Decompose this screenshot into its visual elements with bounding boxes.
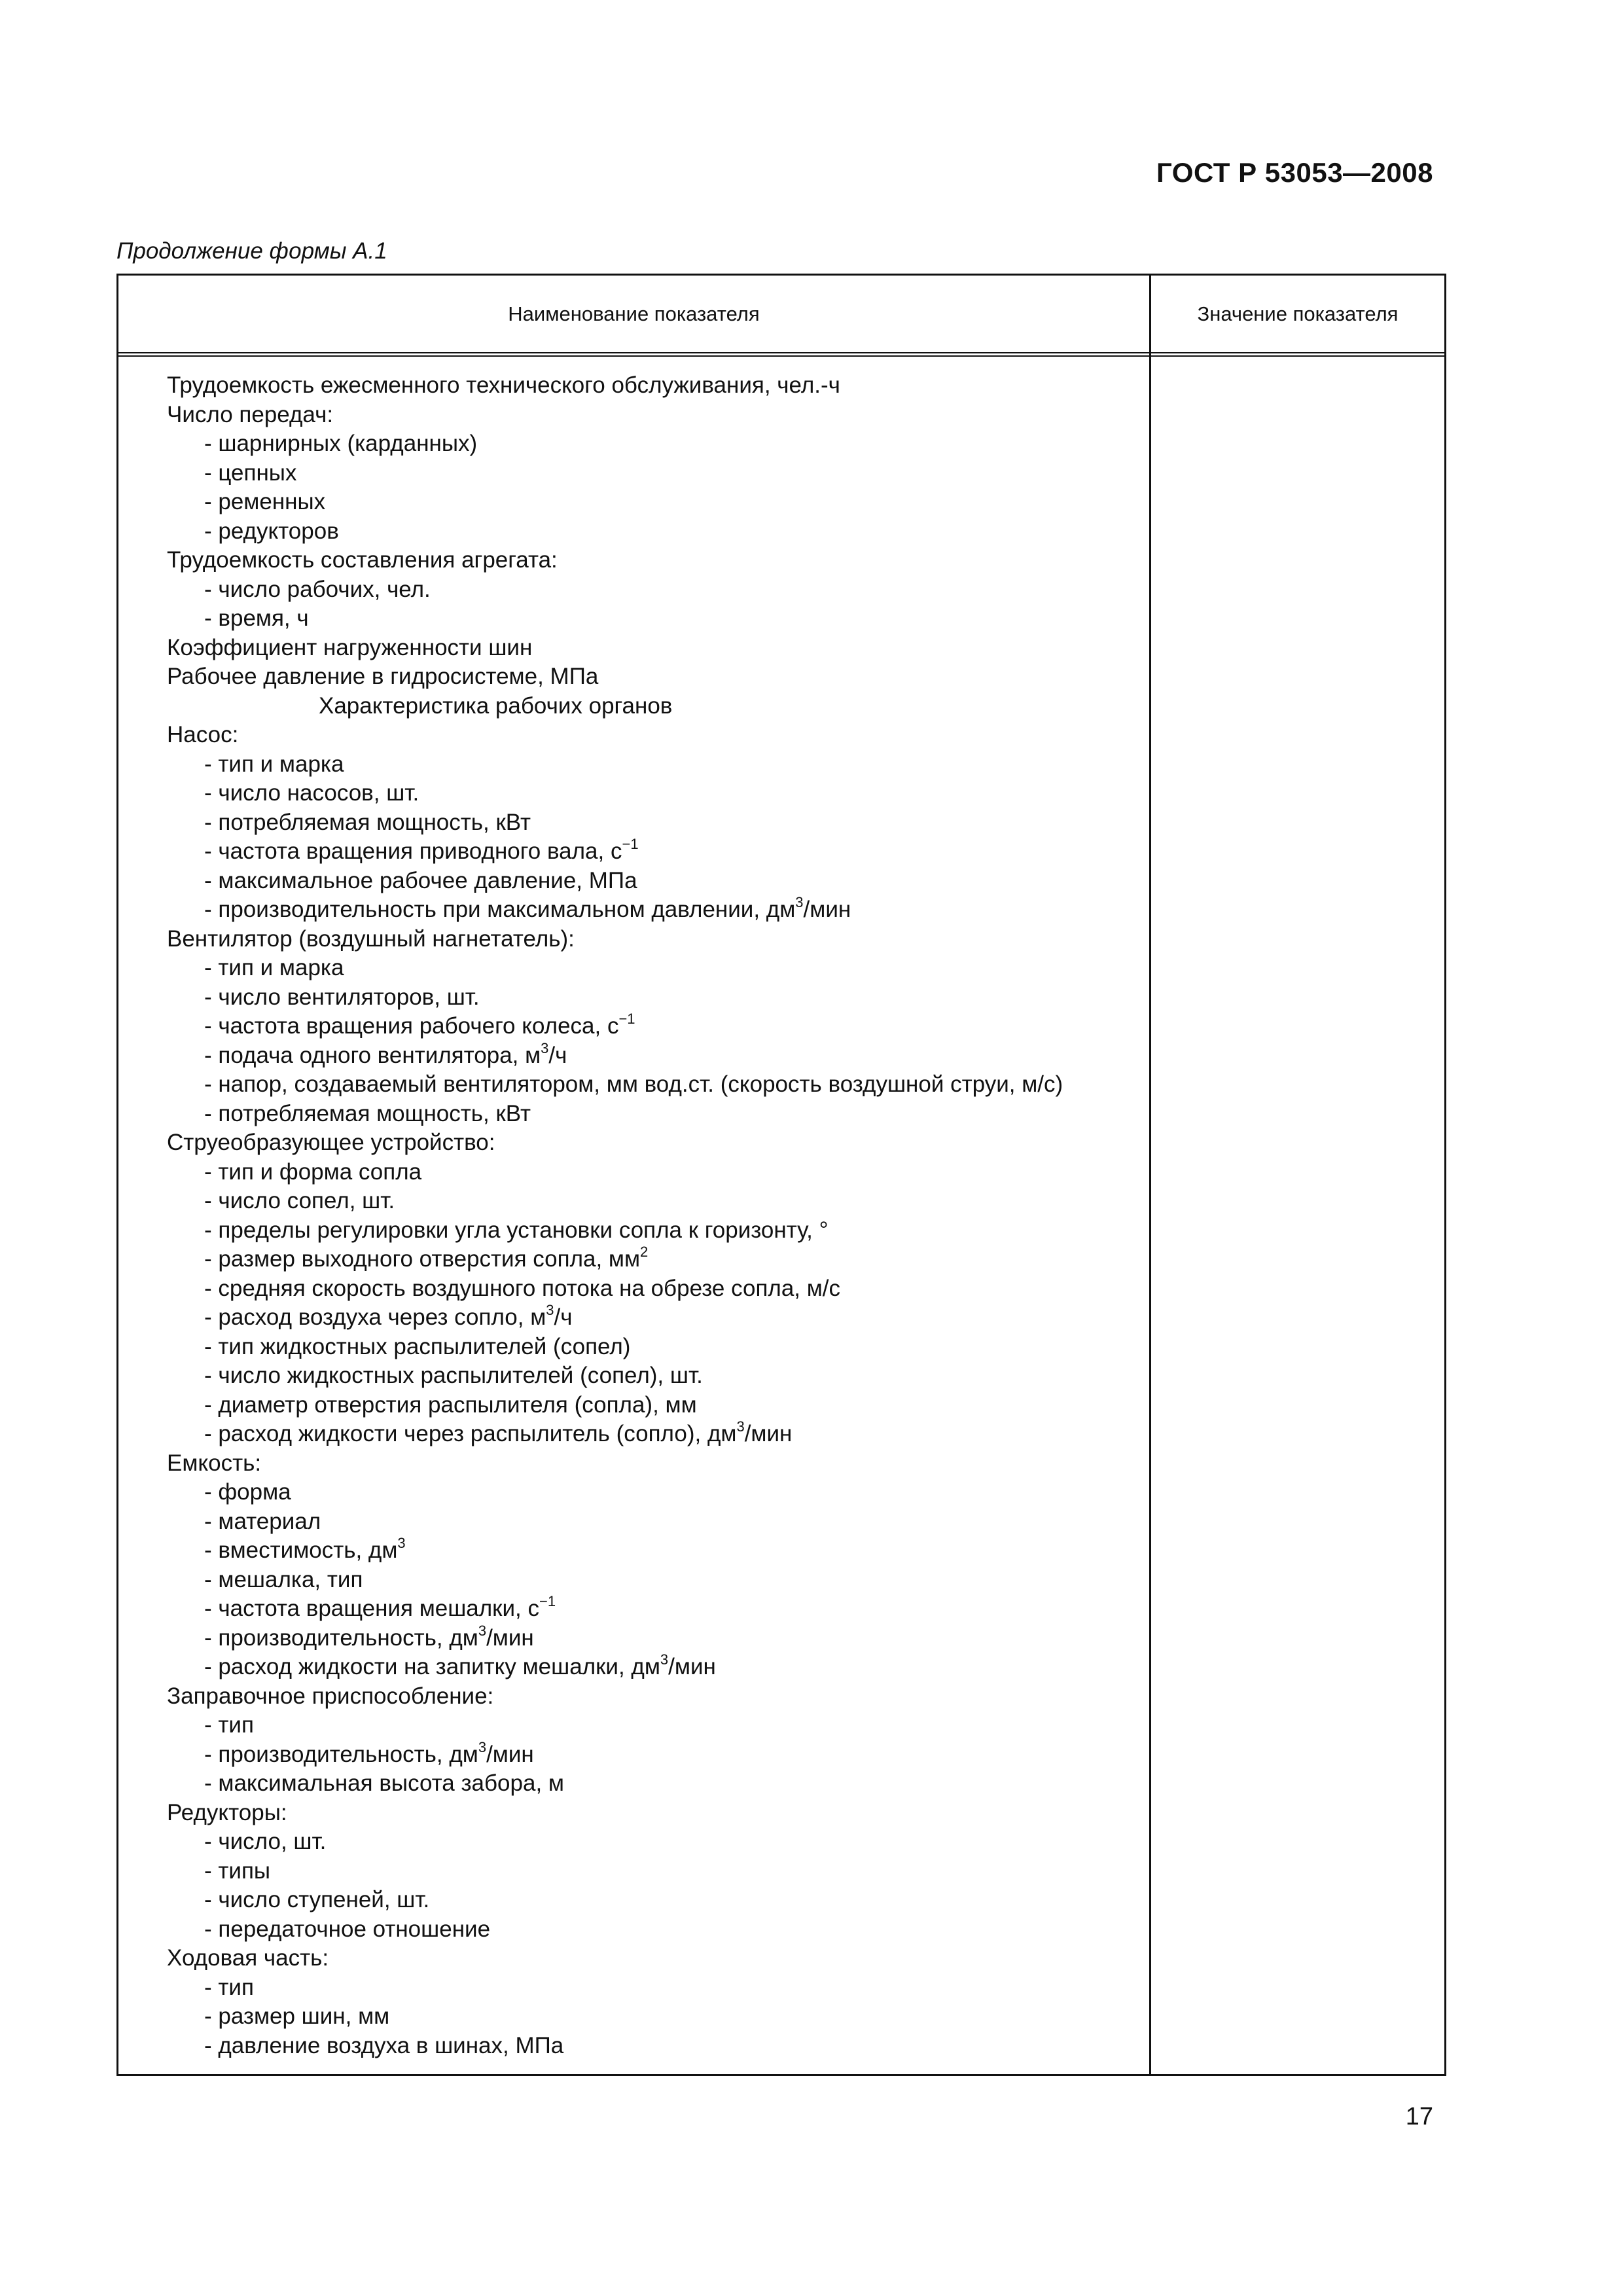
indicator-subitem: [118, 1420, 1149, 1449]
indicator-text: - средняя скорость воздушного потока на обрезе сопла, м/с: [204, 1275, 841, 1301]
indicator-subitem: [118, 895, 1149, 925]
indicator-subitem: [118, 429, 1149, 459]
indicator-text: Рабочее давление в гидросистеме, МПа: [167, 664, 599, 689]
indicator-list: [118, 371, 1149, 2060]
indicator-item: [118, 1449, 1149, 1479]
indicator-subitem: [118, 837, 1149, 867]
unit-suffix: /мин: [668, 1654, 716, 1679]
indicator-subitem: [118, 459, 1149, 488]
indicator-subitem: [118, 750, 1149, 780]
indicator-text: - время, ч: [204, 605, 309, 631]
unit-exponent: 3: [397, 1535, 406, 1552]
indicator-subitem: [118, 1915, 1149, 1945]
indicator-subitem: [118, 1361, 1149, 1391]
indicator-text: - число рабочих, чел.: [204, 576, 431, 602]
indicator-text: - ременных: [204, 489, 326, 514]
indicator-subitem: [118, 1391, 1149, 1420]
indicator-subitem: [118, 1187, 1149, 1216]
indicator-text: - максимальная высота забора, м: [204, 1770, 564, 1796]
unit-exponent: −1: [622, 836, 639, 853]
indicator-text: - передаточное отношение: [204, 1916, 491, 1942]
unit-exponent: 3: [795, 894, 804, 911]
indicator-subitem: [118, 779, 1149, 808]
indicator-text: - подача одного вентилятора, м: [204, 1042, 541, 1068]
indicator-text: - напор, создаваемый вентилятором, мм вод.ст. (скорость воздушной струи, м/с): [204, 1071, 1063, 1097]
indicator-text: - потребляемая мощность, кВт: [204, 1100, 531, 1126]
indicator-text: - шарнирных (карданных): [204, 431, 478, 456]
indicator-text: - расход жидкости на запитку мешалки, дм: [204, 1654, 660, 1679]
indicator-text: - размер выходного отверстия сопла, мм: [204, 1246, 641, 1272]
indicator-subitem: [118, 1100, 1149, 1129]
indicator-subitem: [118, 1158, 1149, 1187]
indicator-subitem: [118, 1041, 1149, 1071]
indicator-text: - тип и марка: [204, 955, 344, 980]
indicator-text: - производительность, дм: [204, 1741, 478, 1767]
indicator-text: Вентилятор (воздушный нагнетатель):: [167, 925, 575, 952]
indicator-text: - редукторов: [204, 518, 339, 544]
indicator-text: Трудоемкость составления агрегата:: [167, 547, 558, 573]
indicator-text: - частота вращения мешалки, с: [204, 1596, 539, 1621]
indicator-text: Трудоемкость ежесменного технического обслуживания, чел.-ч: [167, 372, 840, 398]
indicator-subitem: [118, 1711, 1149, 1740]
indicator-text: - размер шин, мм: [204, 2003, 390, 2029]
indicator-text: - тип: [204, 1712, 254, 1738]
indicator-subitem: [118, 575, 1149, 605]
indicator-text: - вместимость, дм: [204, 1537, 398, 1563]
unit-suffix: /мин: [744, 1421, 793, 1446]
indicator-text: - типы: [204, 1857, 271, 1884]
indicator-text: - производительность при максимальном давлении, дм: [204, 897, 796, 922]
indicator-text: - материал: [204, 1508, 321, 1534]
indicator-subitem: [118, 1303, 1149, 1333]
indicator-subitem: [118, 1012, 1149, 1041]
indicator-text: - число жидкостных распылителей (сопел), шт.: [204, 1363, 703, 1388]
indicator-text: - тип и марка: [204, 751, 344, 777]
unit-exponent: −1: [618, 1011, 635, 1028]
indicator-subitem: [118, 1070, 1149, 1100]
unit-suffix: /ч: [554, 1304, 573, 1330]
unit-suffix: /мин: [486, 1741, 534, 1767]
column-header-name: Наименование показателя: [508, 302, 760, 325]
column-header-value: Значение показателя: [1197, 302, 1399, 325]
indicator-subitem: [118, 1973, 1149, 2003]
indicator-text: - частота вращения рабочего колеса, с: [204, 1013, 619, 1039]
indicator-subitem: [118, 2002, 1149, 2032]
indicator-subitem: [118, 1274, 1149, 1304]
indicator-subitem: [118, 1478, 1149, 1507]
indicator-text: - число насосов, шт.: [204, 780, 419, 806]
indicator-item: [118, 401, 1149, 430]
unit-suffix: /мин: [486, 1624, 534, 1651]
indicator-item: [118, 1799, 1149, 1828]
table-header: [118, 276, 1444, 357]
indicator-subitem: [118, 1216, 1149, 1246]
indicator-item: [118, 1128, 1149, 1158]
indicator-subitem: [118, 488, 1149, 517]
unit-exponent: −1: [539, 1593, 556, 1610]
indicator-subitem: [118, 1245, 1149, 1274]
indicator-subitem: [118, 954, 1149, 983]
indicator-text: Ходовая часть:: [167, 1945, 329, 1971]
indicator-subitem: [118, 1653, 1149, 1682]
indicator-text: - частота вращения приводного вала, с: [204, 838, 622, 864]
indicators-table: [116, 274, 1446, 2076]
indicator-item: [118, 546, 1149, 575]
indicator-text: - цепных: [204, 459, 297, 486]
indicator-subitem: [118, 604, 1149, 634]
indicator-text: Струеобразующее устройство:: [167, 1130, 495, 1155]
indicator-text: Редукторы:: [167, 1799, 287, 1825]
indicator-text: - число, шт.: [204, 1829, 327, 1854]
unit-exponent: 3: [546, 1302, 554, 1319]
unit-suffix: /ч: [548, 1042, 567, 1068]
indicator-text: - давление воздуха в шинах, МПа: [204, 2032, 564, 2058]
indicator-text: - форма: [204, 1479, 291, 1505]
indicator-item: [118, 371, 1149, 401]
indicator-text: Насос:: [167, 722, 239, 747]
indicator-subitem: [118, 1594, 1149, 1624]
indicator-subitem: [118, 2032, 1149, 2061]
indicator-text: - тип: [204, 1974, 254, 2000]
indicator-subitem: [118, 1740, 1149, 1770]
document-code: ГОСТ Р 53053—2008: [1156, 157, 1433, 188]
indicator-text: Число передач:: [167, 401, 334, 427]
indicator-text: - число сопел, шт.: [204, 1188, 395, 1213]
indicator-item: [118, 662, 1149, 692]
indicator-text: - потребляемая мощность, кВт: [204, 809, 531, 835]
indicator-text: - число ступеней, шт.: [204, 1887, 430, 1912]
unit-exponent: 3: [478, 1738, 487, 1755]
indicator-text: - мешалка, тип: [204, 1566, 363, 1592]
indicator-text: - производительность, дм: [204, 1624, 478, 1651]
unit-suffix: /мин: [803, 897, 851, 922]
section-heading: [118, 692, 1149, 721]
page-number: 17: [1405, 2103, 1433, 2130]
indicator-subitem: [118, 867, 1149, 896]
column-divider: [1149, 276, 1151, 2074]
indicator-text: - расход жидкости через распылитель (сопло), дм: [204, 1421, 737, 1446]
indicator-text: - число вентиляторов, шт.: [204, 984, 480, 1010]
indicator-subitem: [118, 1827, 1149, 1857]
indicator-subitem: [118, 1333, 1149, 1362]
unit-exponent: 3: [736, 1418, 745, 1435]
indicator-subitem: [118, 1857, 1149, 1886]
unit-exponent: 3: [478, 1622, 487, 1639]
indicator-subitem: [118, 1769, 1149, 1799]
indicator-subitem: [118, 1624, 1149, 1653]
indicator-text: - тип и форма сопла: [204, 1158, 422, 1185]
indicator-text: Коэффициент нагруженности шин: [167, 634, 533, 660]
indicator-subitem: [118, 1566, 1149, 1595]
indicator-item: [118, 1682, 1149, 1712]
indicator-subitem: [118, 1536, 1149, 1566]
indicator-subitem: [118, 983, 1149, 1013]
unit-exponent: 3: [541, 1039, 549, 1056]
unit-exponent: 2: [640, 1244, 649, 1261]
indicator-subitem: [118, 808, 1149, 838]
indicator-item: [118, 1944, 1149, 1973]
indicator-text: - пределы регулировки угла установки сопла к горизонту, °: [204, 1217, 829, 1243]
unit-exponent: 3: [660, 1651, 669, 1668]
indicator-subitem: [118, 517, 1149, 547]
indicator-text: - тип жидкостных распылителей (сопел): [204, 1333, 631, 1359]
indicator-text: Емкость:: [167, 1450, 262, 1476]
form-caption: Продолжение формы А.1: [116, 238, 387, 264]
indicator-item: [118, 925, 1149, 954]
indicator-text: Характеристика рабочих органов: [319, 692, 673, 719]
indicator-text: - максимальное рабочее давление, МПа: [204, 867, 637, 893]
indicator-item: [118, 721, 1149, 750]
indicator-item: [118, 634, 1149, 663]
indicator-subitem: [118, 1507, 1149, 1537]
indicator-text: - диаметр отверстия распылителя (сопла), мм: [204, 1391, 697, 1418]
indicator-text: - расход воздуха через сопло, м: [204, 1304, 546, 1330]
indicator-subitem: [118, 1886, 1149, 1915]
indicator-text: Заправочное приспособление:: [167, 1683, 494, 1709]
